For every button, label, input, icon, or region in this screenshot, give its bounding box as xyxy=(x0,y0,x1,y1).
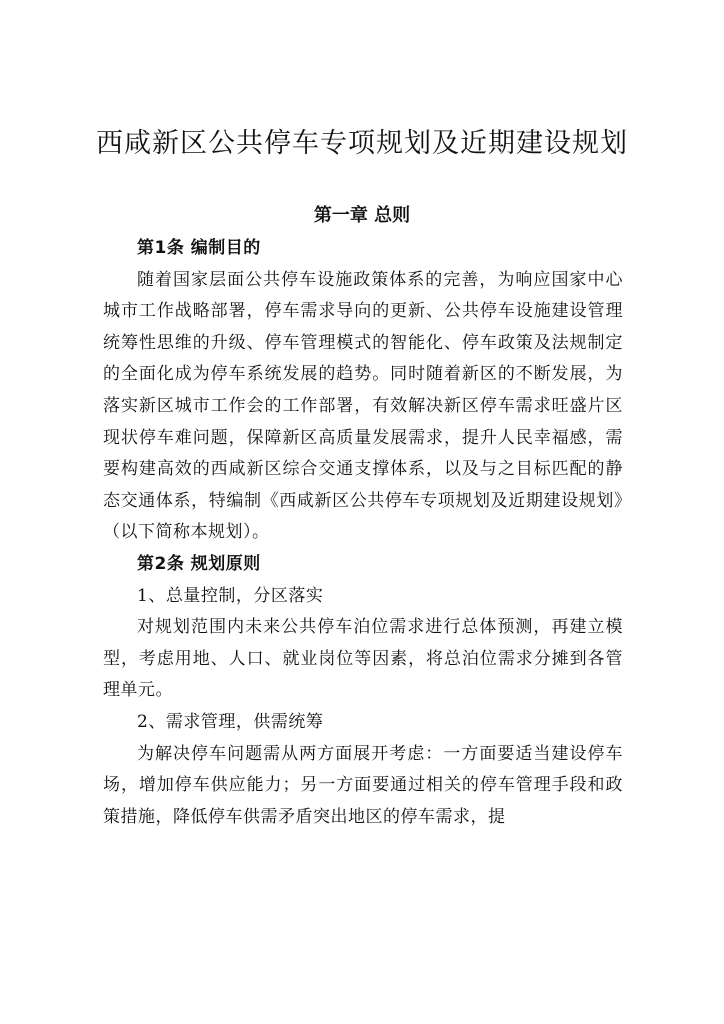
principle-1-paragraph: 对规划范围内未来公共停车泊位需求进行总体预测，再建立模型，考虑用地、人口、就业岗位等因素，将总泊位需求分摊到各管理单元。 xyxy=(103,617,623,701)
document-title: 西咸新区公共停车专项规划及近期建设规划 xyxy=(96,128,628,159)
principle-2-paragraph: 为解决停车问题需从两方面展开考虑：一方面要适当建设停车场，增加停车供应能力；另一方面要通过相关的停车管理手段和政策措施，降低停车供需矛盾突出地区的停车需求，提 xyxy=(103,743,623,827)
article-1-heading: 第1条 编制目的 xyxy=(137,238,261,258)
document-body xyxy=(103,233,623,833)
principle-1-title: 1、总量控制，分区落实 xyxy=(137,585,324,606)
article-1-paragraph: 随着国家层面公共停车设施政策体系的完善，为响应国家中心城市工作战略部署，停车需求导向的更新、公共停车设施建设管理统筹性思维的升级、停车管理模式的智能化、停车政策及法规制定的全面化成为停车系统发展的趋势。同时随着新区的不断发展，为落实新区城市工作会的工作部署，有效解决新区停车需求旺盛片区现状停车难问题，保障新区高质量发展需求，提升人民幸福感，需要构建高效的西咸新区综合交通支撑体系，以及与之目标匹配的静态交通体系，特编制《西咸新区公共停车专项规划及近期建设规划》（以下简称本规划）。 xyxy=(103,269,623,543)
chapter-heading: 第一章 总则 xyxy=(313,205,411,226)
article-2-heading: 第2条 规划原则 xyxy=(137,553,261,574)
principle-2-title: 2、需求管理，供需统筹 xyxy=(137,711,324,732)
